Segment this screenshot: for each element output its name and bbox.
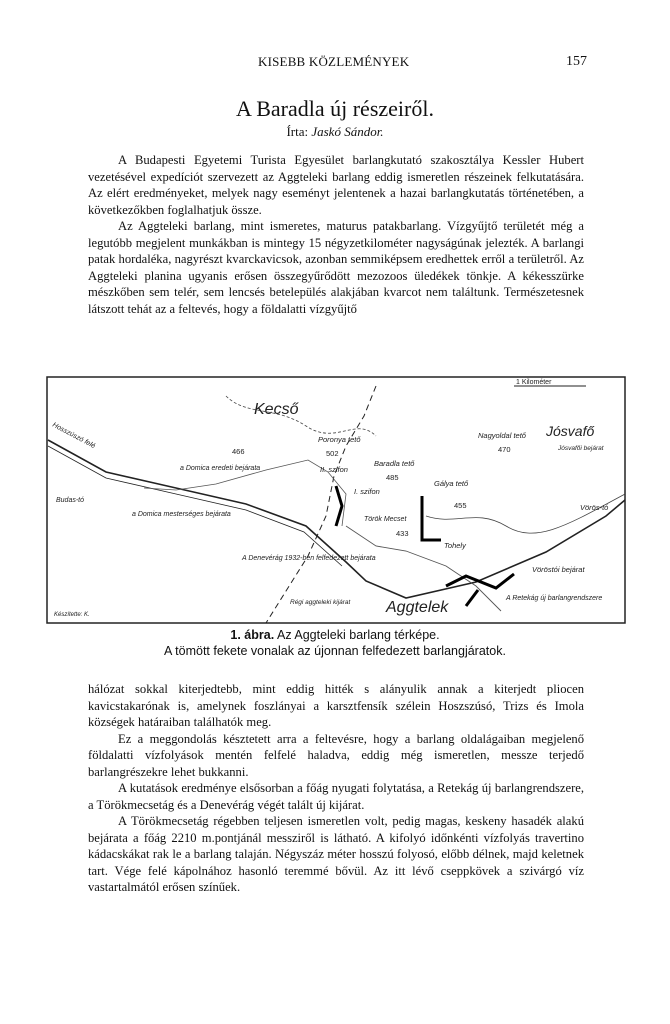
paragraph: Az Aggteleki barlang, mint ismeretes, maturus patakbarlang. Vízgyűjtő területét még a legutóbb megjelent munkákban is mintegy 15 négyzetkilométer nagyságúnak jelezték. A barlangi patak hordaléka, nagyrészt kvarckavicsok, azonban semmiképsem eredhettek erről a területről. Az Aggteleki planina ugyanis erősen összegyűrődött mezozoos üledékek tönkje. A kékesszürke mészkőben sem telér, sem lencsés betelepülés alakjában kvarcot nem találtunk. Természetesnek látszott tehát az a feltevés, hogy a földalatti vízgyűjtő — [88, 219, 584, 316]
label-szifon-ii: II. szifon — [320, 465, 348, 474]
new-passage — [422, 496, 441, 540]
height-455: 455 — [454, 501, 467, 510]
body-text-top — [88, 152, 584, 317]
body-text-bottom — [88, 681, 584, 896]
label-josvafo-bejarat: Jósvafői bejárat — [558, 445, 604, 452]
label-regi-aggteleki: Régi aggteleki kijárat — [290, 599, 351, 606]
scale-label: 1 Kilométer — [516, 379, 552, 386]
label-poronya-teto: Poronya tető — [318, 435, 361, 444]
height-466: 466 — [232, 447, 245, 456]
label-domica-eredeti: a Domica eredeti bejárata — [180, 465, 261, 472]
label-denevarag: A Denevérág 1932-ben felfedezett bejárata — [242, 555, 376, 562]
figure-caption — [0, 627, 670, 659]
label-josvafo: Jósvafő — [546, 423, 595, 439]
label-keszitette: Készítette: K. — [54, 612, 90, 618]
label-tohely: Tohely — [444, 541, 466, 550]
border-line — [266, 386, 376, 623]
paragraph: Ez a meggondolás késztetett arra a feltevésre, hogy a barlang oldalágaiban megjelenő földalatti vízfolyások mentén felfelé haladva, eddig még ismeretlen, messze terjedő barlangrészekre lehet bukkanni. — [88, 731, 584, 779]
label-nagyoldal: Nagyoldal tető — [478, 431, 526, 440]
caption-line2: A tömött fekete vonalak az újonnan felfedezett barlangjáratok. — [164, 644, 506, 658]
new-passage — [466, 590, 478, 606]
height-470: 470 — [498, 445, 511, 454]
new-passage — [336, 486, 342, 526]
stream-line — [426, 494, 625, 533]
paragraph: A Budapesti Egyetemi Turista Egyesület barlangkutató szakosztálya Kessler Hubert vezetésével expedíciót szervezett az Aggteleki barlang eddig ismeretlen részeinek felkutatására. Az elért eredményeket, melyek nagy eseményt jelentenek a hazai barlangkutatás történetében, a következőkben foglalhatjuk össze. — [88, 153, 584, 217]
label-voros-to: Vörös-tó — [580, 503, 609, 512]
running-title: KISEBB KÖZLEMÉNYEK — [258, 54, 410, 69]
label-galya-teto: Gálya tető — [434, 479, 469, 488]
label-baradla-teto: Baradla tető — [374, 459, 415, 468]
figure-number: 1. ábra. — [230, 628, 275, 642]
byline-prefix: Írta: — [286, 124, 309, 139]
label-szifon-i: I. szifon — [354, 487, 380, 496]
byline — [0, 124, 670, 140]
label-reteka: A Retekág új barlangrendszere — [506, 595, 603, 602]
author-name: Jaskó Sándor. — [311, 124, 384, 139]
label-vorosto-bejarat: Vöröstói bejárat — [532, 565, 585, 574]
paragraph: A Törökmecsetág régebben teljesen ismeretlen volt, pedig magas, keskeny hasadék alakú bejárata a főág 2210 m.pontjánál messziről is látható. A kifolyó időnkénti vízfolyás travertino kádacskákat rak le a barlang talaján. Négyszáz méter hosszú folyosó, előbb délnek, majd keletnek tart. Vége felé kápolnához hasonló teremmé bővül. Az itt lévő cseppkövek a szivárgó víz vastartalmától erősen színűek. — [88, 814, 584, 894]
label-hosszuszo: Hosszúszó felé — [51, 421, 97, 451]
caption-line1: Az Aggteleki barlang térképe. — [276, 628, 440, 642]
label-budas-to: Budas-tó — [56, 497, 85, 504]
paragraph: A kutatások eredménye elsősorban a főág nyugati folytatása, a Retekág új barlangrendszere, a Törökmecsetág és a Denevérág végét talált új kijárat. — [88, 781, 584, 812]
paragraph: hálózat sokkal kiterjedtebb, mint eddig hitték s alányulik annak a kiterjedt pliocen kavicstakarónak is, amelynek foszlányai a karsztfensík szélein Hoszszúsó, Trizs és Imola községek határaiban találhatók meg. — [88, 682, 584, 729]
height-433: 433 — [396, 529, 409, 538]
label-aggtelek: Aggtelek — [386, 599, 449, 616]
article-title: A Baradla új részeiről. — [236, 96, 434, 121]
road-line — [48, 440, 625, 598]
label-kecso: Kecső — [254, 401, 299, 418]
stream-line — [226, 396, 376, 436]
map-frame — [47, 377, 625, 623]
label-torok-mecset: Török Mecset — [364, 516, 407, 523]
page-number: 157 — [566, 54, 587, 69]
cave-map — [46, 376, 626, 624]
label-domica-mesterseges: a Domica mesterséges bejárata — [132, 511, 231, 518]
height-502: 502 — [326, 449, 339, 458]
height-485: 485 — [386, 473, 399, 482]
running-header — [0, 54, 670, 74]
